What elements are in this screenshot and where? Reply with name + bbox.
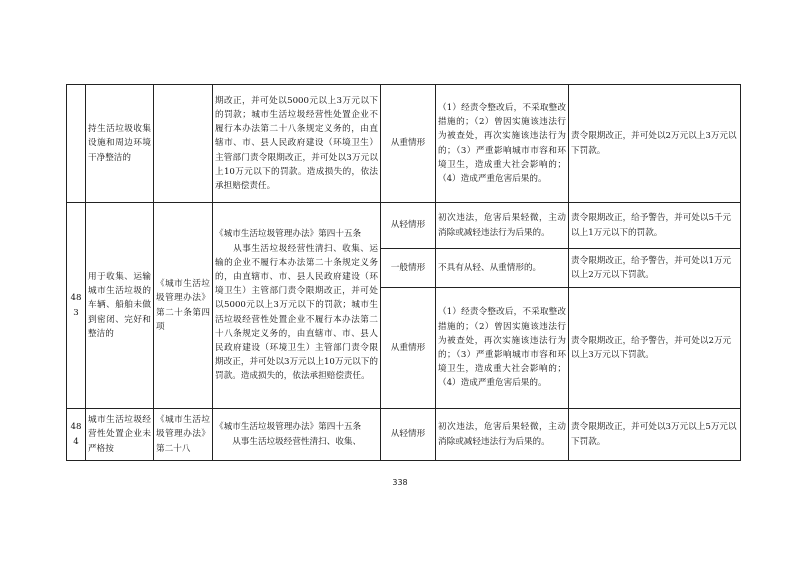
punishment-standard: 责令限期改正，给予警告，并可处以2万元以上3万元以下罚款。	[569, 288, 741, 409]
circumstance-label: 从重情形	[381, 85, 436, 203]
punishment-standard: 责令限期改正，给予警告，并可处以1万元以上2万元以下罚款。	[569, 249, 741, 288]
legal-basis: 《城市生活垃圾管理办法》第二十条第四项	[154, 203, 213, 409]
table-row-continuation	[67, 85, 741, 203]
violation-behavior: 持生活垃圾收集设施和周边环境干净整洁的	[86, 85, 154, 203]
circumstance-standard: 初次违法，危害后果轻微，主动消除或减轻违法行为后果的。	[436, 203, 569, 249]
circumstance-label: 从轻情形	[381, 409, 436, 461]
penalty-provision: 期改正，并可处以5000元以上3万元以下的罚款；城市生活垃圾经营性处置企业不履行本办法第二十八条规定义务的，由直辖市、市、县人民政府建设（环境卫生）主管部门责令限期改正，并可处以3万元以上10万元以下的罚款。造成损失的，依法承担赔偿责任。	[213, 85, 381, 203]
penalty-provision-text: 《城市生活垃圾管理办法》第四十五条 从事生活垃圾经营性清扫、收集、运输的企业不履行本办法第二十条规定义务的，由直辖市、市、县人民政府建设（环境卫生）主管部门责令限期改正，并可处以5000元以上3万元以下的罚款；城市生活垃圾经营性处置企业不履行本办法第二十八条规定义务的，由直辖市、市、县人民政府建设（环境卫生）主管部门责令限期改正，并可处以3万元以上10万元以下的罚款。造成损失的，依法承担赔偿责任。	[215, 229, 378, 382]
circumstance-label: 从重情形	[381, 288, 436, 409]
circumstance-standard: （1）经责令整改后，不采取整改措施的；（2）曾因实施该违法行为被查处，再次实施该违法行为的；（3）严重影响城市市容和环境卫生，造成重大社会影响的；（4）造成严重危害后果的。	[436, 85, 569, 203]
penalty-discretion-table	[66, 84, 741, 461]
violation-behavior: 城市生活垃圾经营性处置企业未严格按	[86, 409, 154, 461]
circumstance-label: 一般情形	[381, 249, 436, 288]
circumstance-standard: 不具有从轻、从重情形的。	[436, 249, 569, 288]
violation-behavior: 用于收集、运输城市生活垃圾的车辆、船舶未做到密闭、完好和整洁的	[86, 203, 154, 409]
penalty-provision	[213, 203, 381, 409]
punishment-standard: 责令限期改正，并可处以2万元以上3万元以下罚款。	[569, 85, 741, 203]
circumstance-label: 从轻情形	[381, 203, 436, 249]
table-row-483-light	[67, 203, 741, 249]
row-number: 483	[67, 203, 86, 409]
table-row-484-light	[67, 409, 741, 461]
punishment-standard: 责令限期改正，给予警告，并可处以5千元以上1万元以下的罚款。	[569, 203, 741, 249]
legal-basis: 《城市生活垃圾管理办法》第二十八	[154, 409, 213, 461]
punishment-standard: 责令限期改正，并可处以3万元以上5万元以下罚款。	[569, 409, 741, 461]
legal-basis	[154, 85, 213, 203]
row-number: 484	[67, 409, 86, 461]
circumstance-standard: （1）经责令整改后，不采取整改措施的；（2）曾因实施该违法行为被查处，再次实施该违法行为的；（3）严重影响城市市容和环境卫生，造成重大社会影响的；（4）造成严重危害后果的。	[436, 288, 569, 409]
page-number: 338	[392, 478, 408, 487]
row-number	[67, 85, 86, 203]
circumstance-standard: 初次违法，危害后果轻微，主动消除或减轻违法行为后果的。	[436, 409, 569, 461]
penalty-provision-text: 《城市生活垃圾管理办法》第四十五条 从事生活垃圾经营性清扫、收集、	[215, 422, 362, 447]
penalty-provision	[213, 409, 381, 461]
